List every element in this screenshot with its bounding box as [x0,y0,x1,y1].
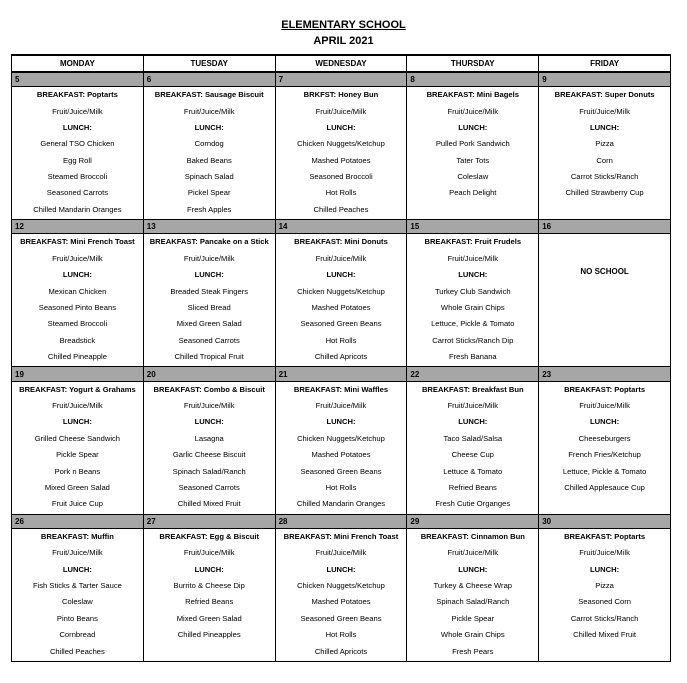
menu-item: Chilled Apricots [314,352,368,362]
menu-item: Whole Grain Chips [440,630,505,640]
lunch-heading: LUNCH: [194,122,224,132]
menu-item: Breadstick [59,335,96,345]
school-title: ELEMENTARY SCHOOL [281,19,406,31]
menu-item: Seasoned Carrots [178,482,240,492]
weekday-header: THURSDAY [407,55,539,72]
menu-item: General TSO Chicken [40,139,115,149]
menu-item: Chilled Mixed Fruit [177,499,241,509]
day-menu-cell [539,528,671,661]
lunch-heading: LUNCH: [326,122,356,132]
weekday-header-row [12,55,671,72]
day-menu-cell [275,87,407,220]
day-menu-cell [143,528,275,661]
menu-item: Fresh Apples [187,204,232,214]
breakfast-item: BREAKFAST: Poptarts [564,531,646,541]
menu-item: Coleslaw [457,172,489,182]
date-number: 16 [539,220,671,234]
weekday-header: TUESDAY [143,55,275,72]
day-menu-cell [539,87,671,220]
menu-item: Fruit/Juice/Milk [183,106,235,116]
lunch-menu-calendar [11,54,671,662]
menu-item: Pork n Beans [54,466,101,476]
date-row [12,367,671,381]
date-number: 7 [275,72,407,87]
date-number: 12 [12,220,144,234]
menu-item: Seasoned Green Beans [300,613,382,623]
breakfast-item: BREAKFAST: Yogurt & Grahams [19,384,136,394]
menu-item: Tater Tots [456,155,490,165]
menu-item: Chilled Pineapples [177,630,241,640]
breakfast-item: BREAKFAST: Poptarts [564,384,646,394]
menu-item: Corndog [194,139,224,149]
menu-item: Fruit/Juice/Milk [447,253,499,263]
lunch-heading: LUNCH: [458,270,488,280]
weekday-header: MONDAY [12,55,144,72]
menu-item: Spinach Salad/Ranch [436,597,510,607]
day-menu-cell [275,381,407,514]
menu-item: Spinach Salad/Ranch [172,466,246,476]
menu-item: Carrot Sticks/Ranch Dip [432,335,514,345]
menu-item: Breaded Steak Fingers [170,286,249,296]
date-number: 8 [407,72,539,87]
weekday-header: WEDNESDAY [275,55,407,72]
day-menu-cell [143,381,275,514]
menu-item: Pickel Spear [187,188,231,198]
date-row [12,220,671,234]
day-menu-cell [539,234,671,367]
menu-item: Chilled Peaches [313,204,369,214]
menu-item: Lettuce, Pickle & Tomato [562,466,647,476]
lunch-heading: LUNCH: [62,417,92,427]
day-menu-cell [12,234,144,367]
menu-item: Fruit/Juice/Milk [579,400,630,410]
menu-item: Mixed Green Salad [176,613,242,623]
date-number: 19 [12,367,144,381]
menu-item: Hot Rolls [325,188,357,198]
menu-item: Refried Beans [185,597,234,607]
lunch-heading: LUNCH: [458,417,488,427]
menu-item: Burrito & Cheese Dip [173,580,245,590]
menu-item: Fruit/Juice/Milk [52,548,103,558]
menu-item: Fresh Pears [452,646,494,656]
menu-item: Lettuce, Pickle & Tomato [431,319,515,329]
date-number: 9 [539,72,671,87]
menu-item: Fruit/Juice/Milk [52,400,103,410]
menu-item: Refried Beans [448,482,497,492]
menu-item: Mixed Green Salad [176,319,242,329]
breakfast-item: BREAKFAST: Sausage Biscuit [154,90,264,100]
menu-item: Mashed Potatoes [311,450,371,460]
date-number: 30 [539,514,671,528]
menu-item: Baked Beans [186,155,232,165]
lunch-heading: LUNCH: [590,122,620,132]
menu-item: Seasoned Corn [578,597,631,607]
lunch-heading: LUNCH: [590,564,620,574]
menu-item: Spinach Salad [184,172,234,182]
date-number: 27 [143,514,275,528]
weekday-header: FRIDAY [539,55,671,72]
menu-item: Chilled Peaches [49,646,105,656]
menu-item: Fruit/Juice/Milk [579,548,630,558]
menu-item: Turkey & Cheese Wrap [433,580,513,590]
menu-item: Fresh Cutie Organges [435,499,511,509]
menu-row [12,87,671,220]
breakfast-item: BREAKFAST: Cinnamon Bun [420,531,525,541]
menu-item: Cheese Cup [451,450,494,460]
menu-item: Pulled Pork Sandwich [435,139,510,149]
menu-item: Hot Rolls [325,335,357,345]
menu-item: Carrot Sticks/Ranch [570,172,639,182]
day-menu-cell [143,87,275,220]
menu-item: Mexican Chicken [48,286,107,296]
date-row [12,72,671,87]
date-number: 28 [275,514,407,528]
menu-item: Fruit/Juice/Milk [315,400,367,410]
menu-item: Seasoned Carrots [178,335,240,345]
lunch-heading: LUNCH: [194,417,224,427]
menu-item: Fruit/Juice/Milk [183,253,235,263]
menu-item: Lasagna [194,433,224,443]
menu-item: Turkey Club Sandwich [434,286,511,296]
menu-item: Mashed Potatoes [311,302,371,312]
menu-item: Cheeseburgers [578,433,631,443]
date-number: 22 [407,367,539,381]
breakfast-item: BREAKFAST: Muffin [40,531,114,541]
menu-item: French Fries/Ketchup [568,450,641,460]
menu-item: Chilled Applesauce Cup [564,482,645,492]
lunch-heading: LUNCH: [194,270,224,280]
menu-item: Peach Delight [449,188,497,198]
calendar-body [12,72,671,662]
menu-item: Pickle Spear [56,450,99,460]
menu-item: Pizza [595,580,614,590]
day-menu-cell [539,381,671,514]
menu-item: Seasoned Green Beans [300,319,382,329]
lunch-heading: LUNCH: [194,564,224,574]
date-number: 21 [275,367,407,381]
menu-item: Hot Rolls [325,482,357,492]
no-school-label: NO SCHOOL [580,267,629,277]
menu-item: Mashed Potatoes [311,597,371,607]
menu-item: Taco Salad/Salsa [443,433,503,443]
date-number: 6 [143,72,275,87]
menu-item: Corn [596,155,613,165]
menu-item: Garlic Cheese Biscuit [172,450,246,460]
lunch-heading: LUNCH: [326,270,356,280]
day-menu-cell [275,528,407,661]
menu-item: Fruit/Juice/Milk [579,106,630,116]
menu-item: Chilled Mixed Fruit [573,630,637,640]
date-number: 20 [143,367,275,381]
lunch-heading: LUNCH: [326,564,356,574]
menu-item: Steamed Broccoli [47,319,108,329]
day-menu-cell [12,381,144,514]
lunch-heading: LUNCH: [458,564,488,574]
menu-item: Chicken Nuggets/Ketchup [297,433,385,443]
breakfast-item: BREAKFAST: Mini Waffles [293,384,389,394]
date-number: 23 [539,367,671,381]
breakfast-item: BREAKFAST: Fruit Frudels [424,237,522,247]
day-menu-cell [407,234,539,367]
menu-item: Pinto Beans [56,613,98,623]
menu-item: Mixed Green Salad [44,482,110,492]
breakfast-item: BREAKFAST: Egg & Biscuit [159,531,259,541]
menu-item: Fruit/Juice/Milk [183,548,235,558]
menu-item: Seasoned Green Beans [300,466,382,476]
menu-item: Egg Roll [63,155,92,165]
menu-item: Sliced Bread [187,302,231,312]
date-number: 15 [407,220,539,234]
menu-item: Steamed Broccoli [47,172,108,182]
menu-item: Fruit/Juice/Milk [447,400,499,410]
menu-item: Cornbread [59,630,96,640]
day-menu-cell [407,528,539,661]
breakfast-item: BREAKFAST: Mini French Toast [283,531,399,541]
menu-item: Chilled Strawberry Cup [565,188,644,198]
menu-row [12,234,671,367]
lunch-heading: LUNCH: [590,417,620,427]
menu-item: Fruit/Juice/Milk [52,106,103,116]
day-menu-cell [407,381,539,514]
menu-row [12,528,671,661]
breakfast-item: BREAKFAST: Poptarts [36,90,118,100]
menu-item: Fruit/Juice/Milk [315,253,367,263]
menu-item: Chilled Pineapple [47,352,107,362]
menu-item: Chicken Nuggets/Ketchup [297,139,385,149]
menu-item: Grilled Cheese Sandwich [34,433,121,443]
date-number: 13 [143,220,275,234]
day-menu-cell [12,528,144,661]
date-row [12,514,671,528]
date-number: 29 [407,514,539,528]
menu-item: Fruit/Juice/Milk [315,106,367,116]
menu-item: Seasoned Broccoli [309,172,373,182]
month-title: APRIL 2021 [313,35,374,47]
lunch-heading: LUNCH: [458,122,488,132]
menu-item: Chicken Nuggets/Ketchup [297,286,385,296]
lunch-heading: LUNCH: [62,122,92,132]
date-number: 26 [12,514,144,528]
menu-row [12,381,671,514]
lunch-heading: LUNCH: [326,417,356,427]
lunch-heading: LUNCH: [62,564,92,574]
breakfast-item: BREAKFAST: Super Donuts [554,90,655,100]
menu-item: Fruit/Juice/Milk [183,400,235,410]
menu-item: Whole Grain Chips [440,302,505,312]
breakfast-item: BREAKFAST: Combo & Biscuit [153,384,265,394]
menu-item: Fruit/Juice/Milk [447,548,499,558]
menu-item: Chilled Mandarin Oranges [296,499,386,509]
day-menu-cell [275,234,407,367]
menu-item: Chilled Tropical Fruit [174,352,244,362]
menu-item: Carrot Sticks/Ranch [570,613,639,623]
breakfast-item: BREAKFAST: Pancake on a Stick [149,237,269,247]
breakfast-item: BREAKFAST: Mini French Toast [20,237,135,247]
menu-item: Pizza [595,139,614,149]
menu-item: Fruit Juice Cup [51,499,103,509]
day-menu-cell [12,87,144,220]
menu-item: Fish Sticks & Tarter Sauce [32,580,122,590]
menu-item: Coleslaw [61,597,93,607]
menu-item: Fruit/Juice/Milk [52,253,103,263]
breakfast-item: BRKFST: Honey Bun [303,90,379,100]
menu-item: Chilled Apricots [314,646,368,656]
menu-item: Lettuce & Tomato [443,466,503,476]
lunch-heading: LUNCH: [62,270,92,280]
date-number: 5 [12,72,144,87]
breakfast-item: BREAKFAST: Breakfast Bun [421,384,524,394]
menu-item: Fruit/Juice/Milk [315,548,367,558]
menu-item: Fruit/Juice/Milk [447,106,499,116]
day-menu-cell [407,87,539,220]
menu-item: Chicken Nuggets/Ketchup [297,580,385,590]
menu-item: Hot Rolls [325,630,357,640]
date-number: 14 [275,220,407,234]
breakfast-item: BREAKFAST: Mini Bagels [426,90,519,100]
menu-item: Fresh Banana [448,352,497,362]
day-menu-cell [143,234,275,367]
breakfast-item: BREAKFAST: Mini Donuts [294,237,388,247]
menu-item: Chilled Mandarin Oranges [33,204,122,214]
menu-item: Seasoned Pinto Beans [38,302,117,312]
menu-item: Seasoned Carrots [46,188,108,198]
menu-item: Mashed Potatoes [311,155,371,165]
menu-item: Pickle Spear [451,613,495,623]
